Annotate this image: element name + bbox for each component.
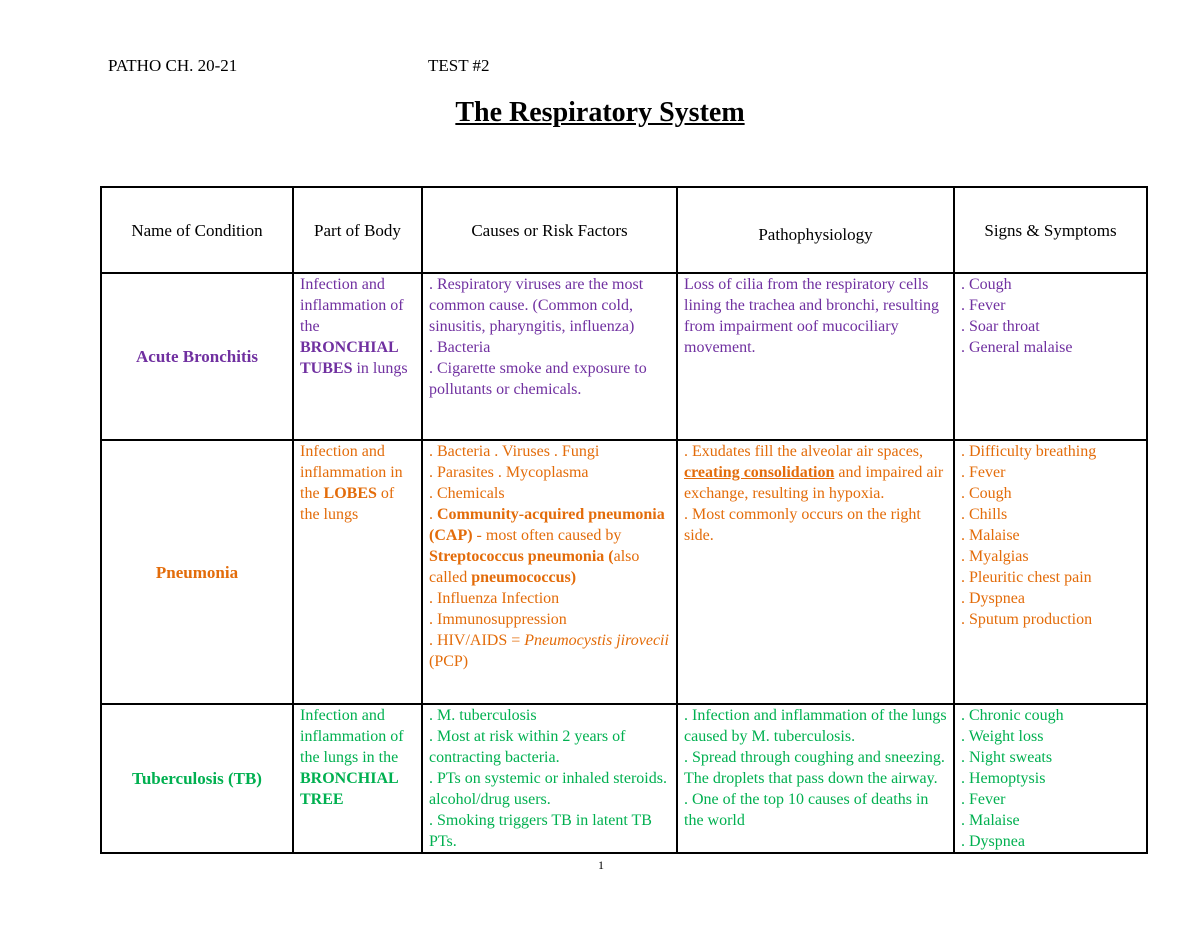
- column-header: Signs & Symptoms: [954, 187, 1147, 273]
- sign-item: . Night sweats: [961, 749, 1053, 766]
- cause-item: . Most at risk within 2 years of contracting bacteria.: [429, 728, 626, 766]
- sign-item: . Fever: [961, 297, 1006, 314]
- patho-item: [684, 441, 947, 504]
- causes-cell: [422, 440, 677, 704]
- cause-emphasis: Streptococcus pneumonia (: [429, 548, 614, 565]
- part-of-body: [293, 273, 422, 440]
- header-test: TEST #2: [428, 56, 490, 75]
- patho-cell: [677, 440, 954, 704]
- sign-item: . Chills: [961, 506, 1008, 523]
- cause-item: . M. tuberculosis: [429, 707, 537, 724]
- patho-cell: [677, 273, 954, 440]
- cause-item: . Cigarette smoke and exposure to pollutants or chemicals.: [429, 360, 647, 398]
- cause-emphasis: Community-acquired pneumonia (CAP): [429, 506, 665, 544]
- sign-item: . Weight loss: [961, 728, 1044, 745]
- patho-text: . Exudates fill the alveolar air spaces,: [684, 443, 924, 460]
- cause-item: . Influenza Infection: [429, 590, 560, 607]
- body-emphasis: BRONCHIAL TUBES: [300, 339, 398, 377]
- patho-emphasis: creating consolidation: [684, 464, 835, 481]
- table-row: [101, 273, 1147, 440]
- cause-italic: Pneumocystis jirovecii: [524, 632, 669, 649]
- sign-item: . Soar throat: [961, 318, 1040, 335]
- column-header: Name of Condition: [101, 187, 293, 273]
- cause-item: . Respiratory viruses are the most common cause. (Common cold, sinusitis, pharyngitis, influenza): [429, 276, 644, 335]
- body-text: Infection and inflammation in the: [300, 443, 403, 502]
- table-row: [101, 440, 1147, 704]
- sign-item: . Cough: [961, 276, 1012, 293]
- patho-text: and impaired air exchange, resulting in hypoxia.: [684, 464, 944, 502]
- condition-name: Tuberculosis (TB): [101, 704, 293, 853]
- sign-item: . Hemoptysis: [961, 770, 1046, 787]
- page-title: The Respiratory System: [455, 97, 745, 128]
- table-header-row: [101, 187, 1147, 273]
- cause-text: - most often caused by: [472, 527, 622, 544]
- patho-item: . One of the top 10 causes of deaths in the world: [684, 791, 929, 829]
- causes-cell: [422, 704, 677, 853]
- signs-cell: [954, 704, 1147, 853]
- cause-item: . Immunosuppression: [429, 611, 567, 628]
- sign-item: . Sputum production: [961, 611, 1093, 628]
- cause-text: . HIV/AIDS =: [429, 632, 525, 649]
- conditions-table: [100, 186, 1148, 854]
- cause-item: [429, 504, 670, 588]
- cause-item: . Bacteria: [429, 339, 491, 356]
- body-text: in lungs: [352, 360, 408, 377]
- column-header: Part of Body: [293, 187, 422, 273]
- body-text: Infection and inflammation of the: [300, 276, 404, 335]
- body-text: of the lungs: [300, 485, 395, 523]
- cause-item: [429, 630, 670, 672]
- sign-item: . General malaise: [961, 339, 1073, 356]
- cause-item: . Smoking triggers TB in latent TB PTs.: [429, 812, 652, 850]
- sign-item: . Dyspnea: [961, 590, 1025, 607]
- patho-cell: [677, 704, 954, 853]
- sign-item: . Fever: [961, 464, 1006, 481]
- signs-cell: [954, 440, 1147, 704]
- header-course: PATHO CH. 20-21: [108, 56, 238, 75]
- cause-text: .: [429, 506, 437, 523]
- patho-item: . Spread through coughing and sneezing. The droplets that pass down the airway.: [684, 749, 945, 787]
- signs-cell: [954, 273, 1147, 440]
- patho-item: Loss of cilia from the respiratory cells lining the trachea and bronchi, resulting from impairment oof mucociliary movement.: [684, 276, 940, 356]
- cause-item: . Bacteria . Viruses . Fungi: [429, 443, 600, 460]
- sign-item: . Pleuritic chest pain: [961, 569, 1092, 586]
- sign-item: . Difficulty breathing: [961, 443, 1097, 460]
- sign-item: . Chronic cough: [961, 707, 1064, 724]
- sign-item: . Malaise: [961, 527, 1020, 544]
- body-emphasis: BRONCHIAL TREE: [300, 770, 398, 808]
- body-emphasis: LOBES: [323, 485, 377, 502]
- cause-text: also called: [429, 548, 640, 586]
- cause-emphasis: pneumococcus): [471, 569, 577, 586]
- sign-item: . Fever: [961, 791, 1006, 808]
- cause-item: . Chemicals: [429, 485, 505, 502]
- sign-item: . Cough: [961, 485, 1012, 502]
- cause-item: . PTs on systemic or inhaled steroids. alcohol/drug users.: [429, 770, 667, 808]
- condition-name: Pneumonia: [101, 440, 293, 704]
- page-number: 1: [598, 858, 604, 872]
- sign-item: . Malaise: [961, 812, 1020, 829]
- sign-item: . Dyspnea: [961, 833, 1025, 850]
- cause-text: (PCP): [429, 653, 469, 670]
- patho-item: . Most commonly occurs on the right side.: [684, 506, 921, 544]
- part-of-body: [293, 704, 422, 853]
- patho-item: . Infection and inflammation of the lungs caused by M. tuberculosis.: [684, 707, 947, 745]
- part-of-body: [293, 440, 422, 704]
- sign-item: . Myalgias: [961, 548, 1029, 565]
- body-text: Infection and inflammation of the lungs in the: [300, 707, 404, 766]
- cause-item: . Parasites . Mycoplasma: [429, 464, 589, 481]
- condition-name: Acute Bronchitis: [101, 273, 293, 440]
- causes-cell: [422, 273, 677, 440]
- column-header: Pathophysiology: [677, 187, 954, 273]
- table-row: [101, 704, 1147, 853]
- column-header: Causes or Risk Factors: [422, 187, 677, 273]
